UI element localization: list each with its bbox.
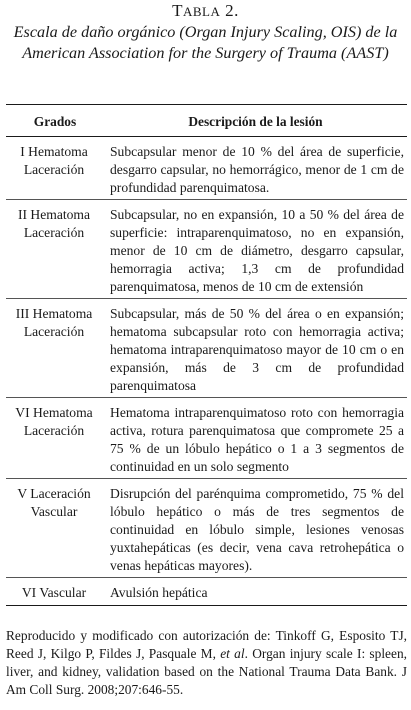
injury-scale-table xyxy=(6,107,407,606)
grade-line-1: VI Hematoma xyxy=(15,405,93,420)
header-description: Descripción de la lesión xyxy=(104,107,407,137)
description-cell: Disrupción del parénquima comprometido, 75 % del lóbulo hepático o más de tres segmentos de continuidad en lóbulo simple, lesiones venosas yuxtahepáticas (es decir, vena cava retrohepática o venas hepáticas mayores). xyxy=(104,479,407,578)
footnote-text-end: . Organ injury scale I: spleen, liver, and kidney, validation based on the National Trauma Data Bank. J Am Coll Surg. 2008;207:646-55. xyxy=(6,646,407,697)
table-label-initial: T xyxy=(172,1,183,20)
grade-cell xyxy=(6,200,104,299)
grade-cell xyxy=(6,578,104,606)
table-row xyxy=(6,137,407,200)
grade-cell xyxy=(6,299,104,398)
table-header-row xyxy=(6,107,407,137)
grade-line-2: Laceración xyxy=(23,324,85,339)
description-cell: Avulsión hepática xyxy=(104,578,407,606)
grade-line-1: V Laceración xyxy=(17,486,91,501)
table-row xyxy=(6,299,407,398)
description-cell: Subcapsular, no en expansión, 10 a 50 % del área de superficie: intraparenquimatoso, no en expansión, menor de 10 cm de diámetro, desgarro capsular, hemorragia activa; 1,3 cm de profundidad parenquimatosa, menos de 10 cm de extensión xyxy=(104,200,407,299)
footnote-et-al: et al xyxy=(220,646,245,661)
description-cell: Hematoma intraparenquimatoso roto con hemorragia activa, rotura parenquimatosa que compromete 25 a 75 % de un lóbulo hepático o 1 a 3 segmentos de continuidad en un solo segmento xyxy=(104,398,407,479)
table-row xyxy=(6,479,407,578)
grade-line-2: Laceración xyxy=(23,162,85,177)
description-cell: Subcapsular, más de 50 % del área o en expansión; hematoma subcapsular roto con hemorragia activa; hematoma intraparenquimatoso mayor de 10 cm o en expansión, más de 3 cm de profundidad parenquimatosa xyxy=(104,299,407,398)
table-number xyxy=(0,1,411,21)
top-rule xyxy=(6,104,407,105)
table-row xyxy=(6,578,407,606)
table-label-rest: ABLA xyxy=(183,4,221,19)
grade-cell xyxy=(6,137,104,200)
footnote-text-start: Reproducido y modificado con autorización de: Tinkoff G, Esposito TJ, Reed J, Kilgo P, Fildes J, Pasquale M, xyxy=(6,628,407,661)
grade-line-1: II Hematoma xyxy=(17,207,91,222)
grade-line-2: Laceración xyxy=(23,225,85,240)
grade-line-1: VI Vascular xyxy=(21,585,87,600)
table-row xyxy=(6,200,407,299)
table-label-number: 2. xyxy=(220,1,239,20)
grade-line-1: III Hematoma xyxy=(15,306,93,321)
grade-cell xyxy=(6,479,104,578)
grade-line-1: I Hematoma xyxy=(20,144,88,159)
description-cell: Subcapsular menor de 10 % del área de superficie, desgarro capsular, no hemorrágico, menor de 1 cm de profundidad parenquimatosa. xyxy=(104,137,407,200)
grade-cell xyxy=(6,398,104,479)
grade-line-2: Laceración xyxy=(23,423,85,438)
header-grades: Grados xyxy=(6,107,104,137)
table-caption: Escala de daño orgánico (Organ Injury Scaling, OIS) de la American Association for the Surgery of Trauma (AAST) xyxy=(13,23,398,62)
source-footnote xyxy=(6,627,407,699)
table-row xyxy=(6,398,407,479)
grade-line-2: Vascular xyxy=(30,504,78,519)
